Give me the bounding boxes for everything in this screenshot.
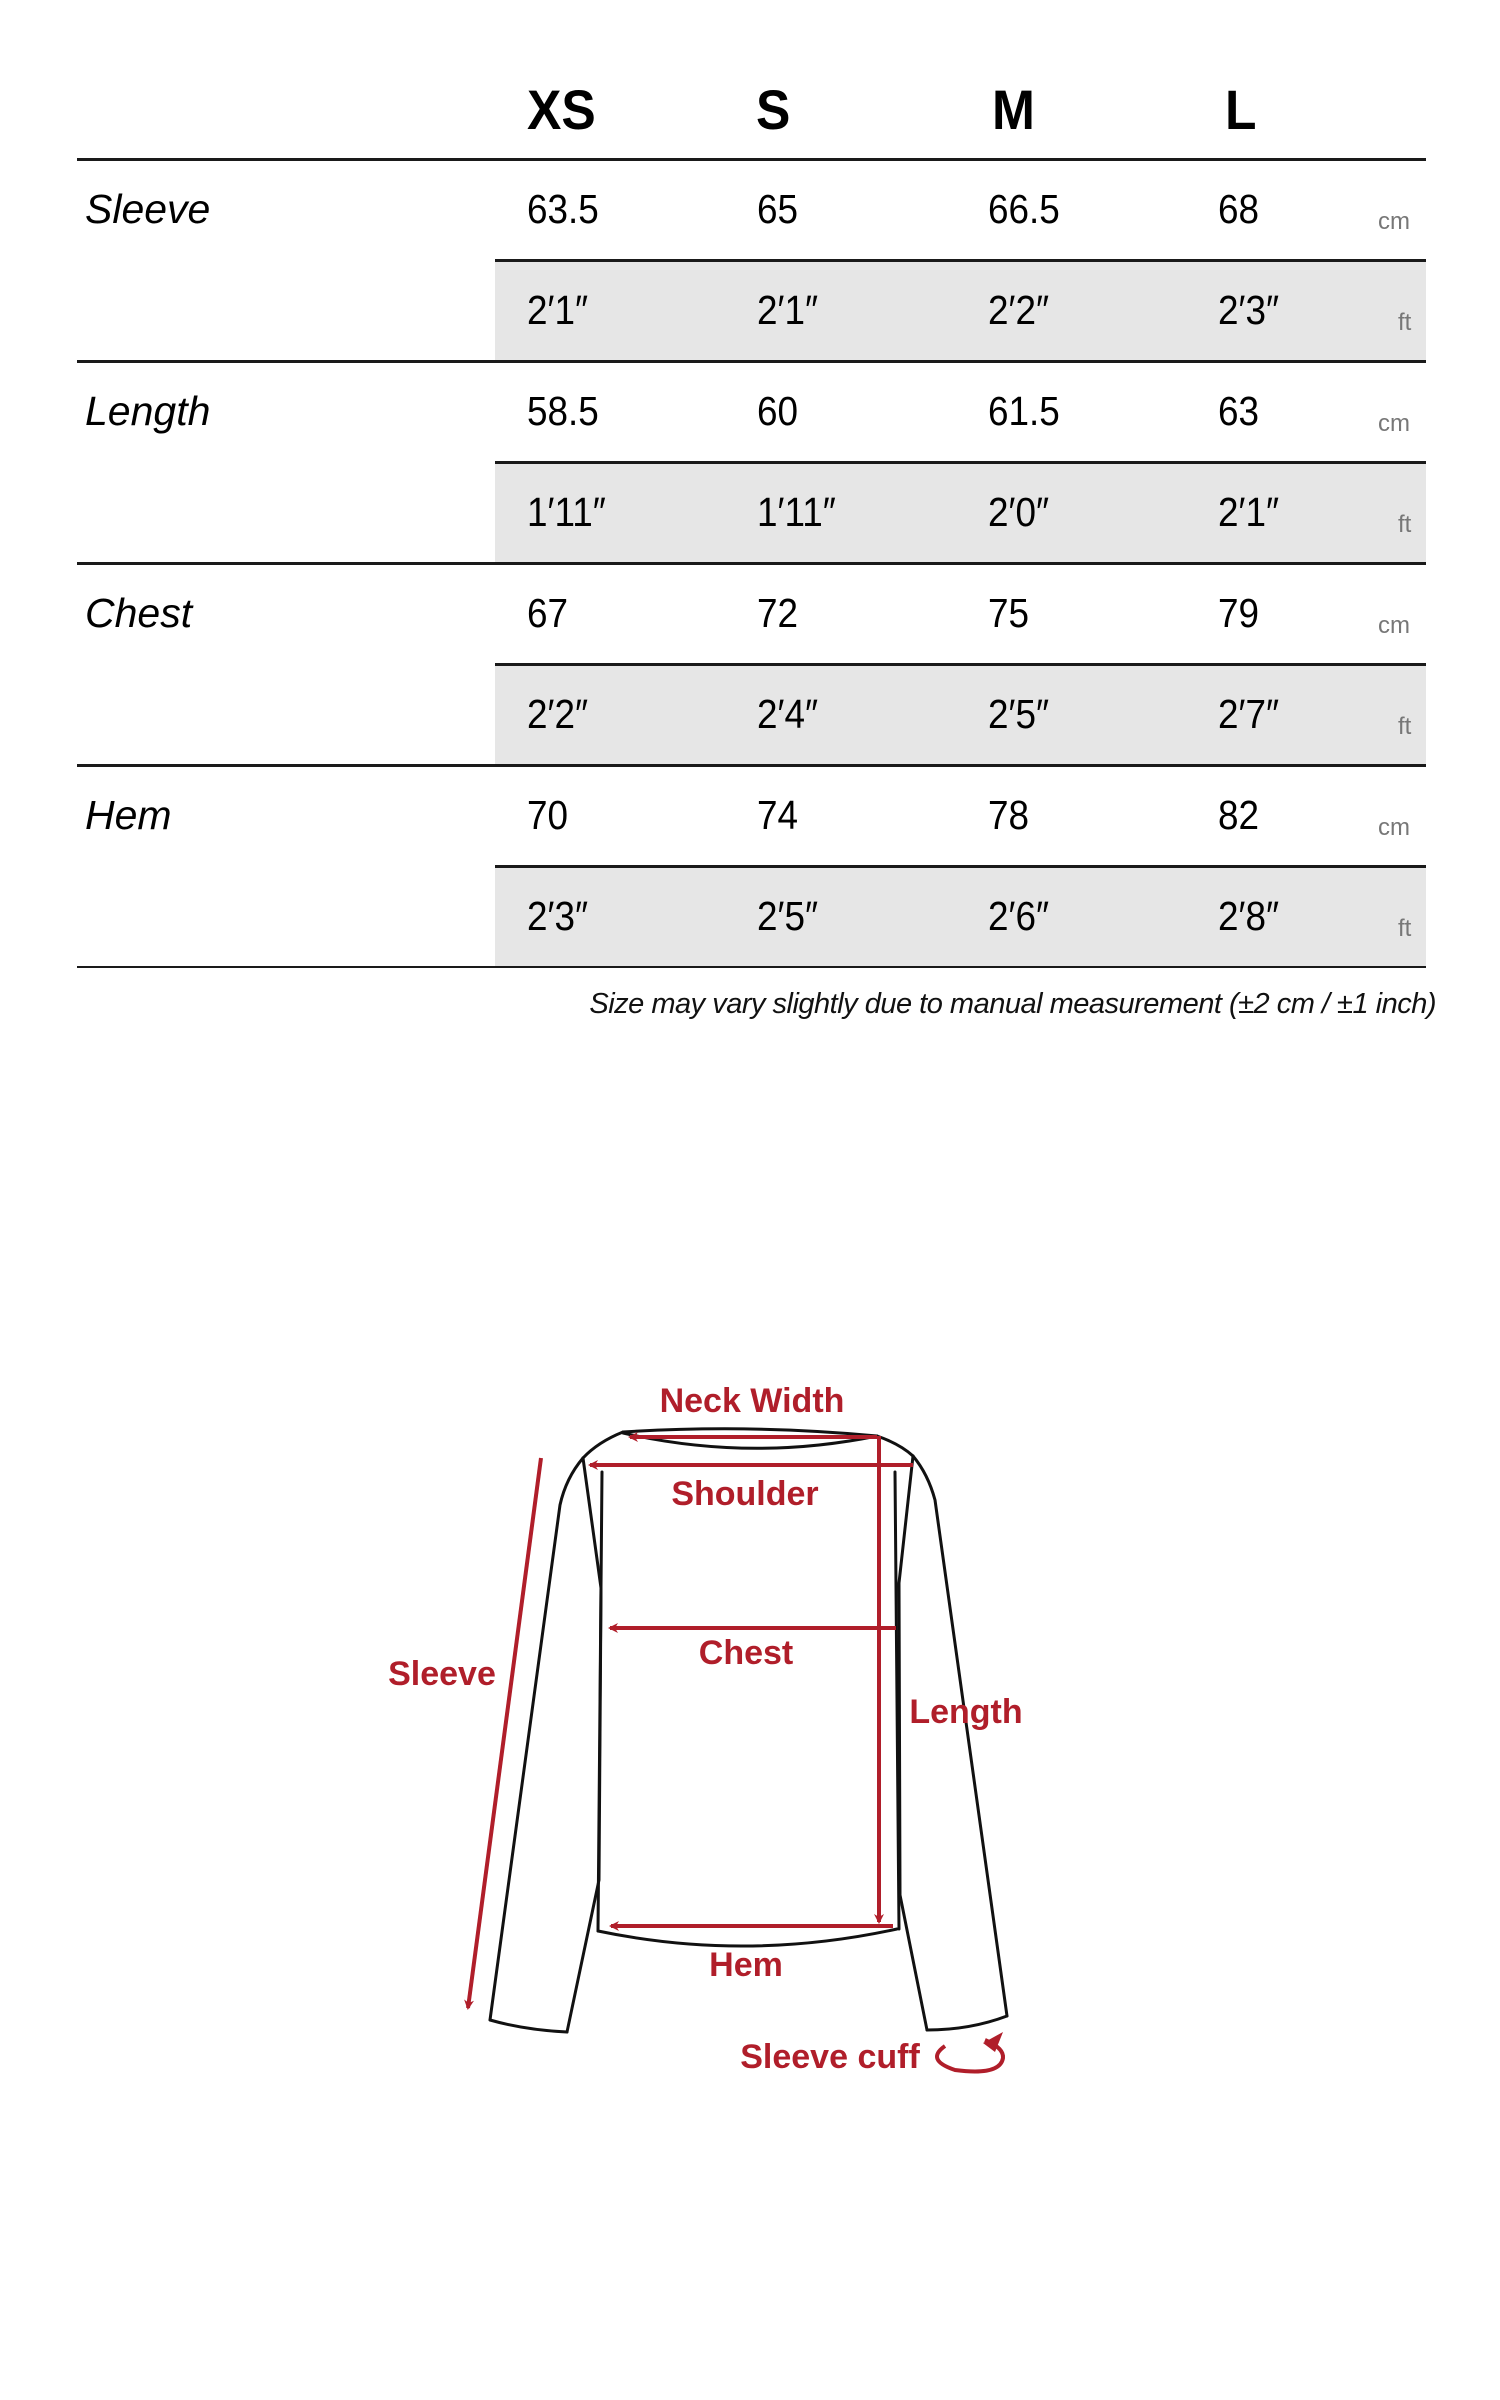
cell-cm: 70 (527, 792, 569, 838)
cell-ft: 2′1″ (757, 287, 819, 333)
measurement-disclaimer: Size may vary slightly due to manual measurement (±2 cm / ±1 inch) (589, 988, 1436, 1020)
cell-ft: 1′11″ (757, 489, 836, 535)
label-shoulder: Shoulder (671, 1475, 819, 1513)
cell-cm: 58.5 (527, 388, 599, 434)
right-shoulder (877, 1436, 913, 1456)
unit-cm: cm (1378, 208, 1410, 235)
unit-ft: ft (1398, 309, 1412, 336)
cell-ft: 2′4″ (757, 691, 819, 737)
cell-cm: 66.5 (988, 186, 1060, 232)
measurement-label: Length (85, 388, 211, 434)
right-sleeve-inner (899, 1456, 927, 2030)
left-shoulder (583, 1432, 623, 1458)
cell-ft: 2′8″ (1218, 893, 1280, 939)
unit-cm: cm (1378, 410, 1410, 437)
label-sleeve: Sleeve (388, 1655, 496, 1693)
cell-cm: 67 (527, 590, 569, 636)
measurement-label: Chest (85, 590, 193, 636)
cell-ft: 2′3″ (1218, 287, 1280, 333)
cell-cm: 61.5 (988, 388, 1060, 434)
cell-ft: 2′1″ (1218, 489, 1280, 535)
size-header-s: S (756, 78, 791, 141)
cell-ft: 2′1″ (527, 287, 589, 333)
cell-ft: 1′11″ (527, 489, 606, 535)
cell-cm: 82 (1218, 792, 1260, 838)
unit-cm: cm (1378, 612, 1410, 639)
diagram-labels (388, 1382, 1023, 2076)
cell-ft: 2′5″ (988, 691, 1050, 737)
cell-ft: 2′5″ (757, 893, 819, 939)
size-header-m: M (992, 78, 1035, 141)
right-cuff (927, 2016, 1007, 2030)
hem-line (598, 1929, 897, 1946)
cell-cm: 78 (988, 792, 1030, 838)
label-hem: Hem (709, 1946, 783, 1984)
left-cuff (490, 2020, 567, 2032)
measurement-label: Sleeve (85, 186, 211, 232)
cell-cm: 68 (1218, 186, 1260, 232)
measurement-label: Hem (85, 792, 172, 838)
cell-ft: 2′2″ (527, 691, 589, 737)
left-sleeve-inner (567, 1458, 601, 2032)
label-length: Length (909, 1693, 1023, 1731)
cell-cm: 63 (1218, 388, 1260, 434)
cell-cm: 63.5 (527, 186, 599, 232)
size-header-l: L (1225, 78, 1257, 141)
cell-ft: 2′7″ (1218, 691, 1280, 737)
left-body-side (598, 1472, 602, 1931)
cell-cm: 65 (757, 186, 799, 232)
cell-cm: 72 (757, 590, 799, 636)
cell-cm: 79 (1218, 590, 1260, 636)
right-sleeve-outer (913, 1456, 1007, 2016)
unit-ft: ft (1398, 713, 1412, 740)
cell-cm: 60 (757, 388, 799, 434)
size-header-xs: XS (527, 78, 596, 141)
cell-ft: 2′3″ (527, 893, 589, 939)
label-neck-width: Neck Width (659, 1382, 845, 1420)
cell-cm: 75 (988, 590, 1030, 636)
label-sleeve-cuff: Sleeve cuff (740, 2038, 920, 2076)
unit-ft: ft (1398, 915, 1412, 942)
cell-cm: 74 (757, 792, 799, 838)
cell-ft: 2′0″ (988, 489, 1050, 535)
neckline-top (623, 1429, 877, 1436)
unit-ft: ft (1398, 511, 1412, 538)
label-chest: Chest (698, 1634, 794, 1672)
unit-cm: cm (1378, 814, 1410, 841)
cell-ft: 2′2″ (988, 287, 1050, 333)
cell-ft: 2′6″ (988, 893, 1050, 939)
